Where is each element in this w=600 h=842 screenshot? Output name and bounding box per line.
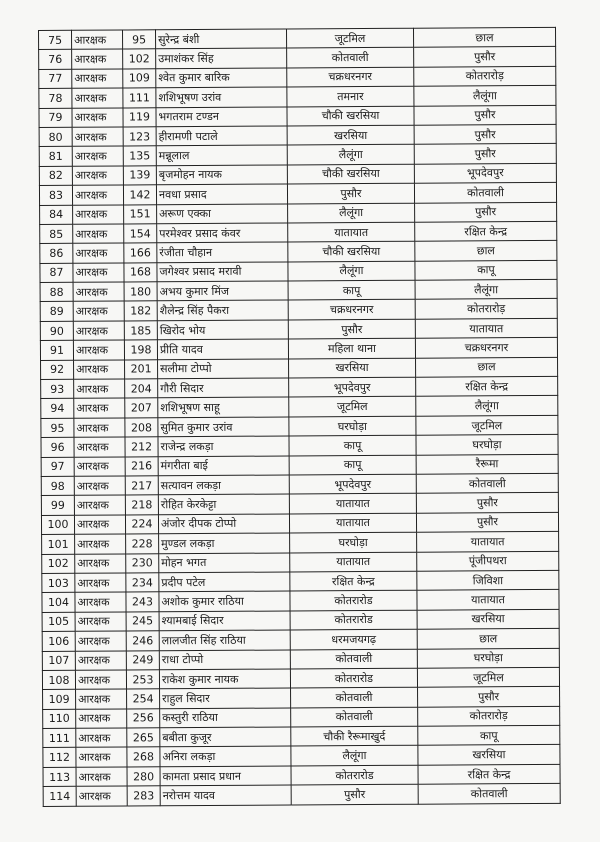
current-posting-cell: कोतरारोड <box>290 591 417 611</box>
name-cell: बबीता कुजूर <box>160 727 291 747</box>
rank-cell: आरक्षक <box>74 360 125 380</box>
current-posting-cell: रक्षित केन्द्र <box>290 571 417 591</box>
current-posting-cell: भूपदेवपुर <box>289 377 416 397</box>
rank-cell: आरक्षक <box>73 243 124 263</box>
rank-cell: आरक्षक <box>72 69 123 89</box>
name-cell: लालजीत सिंह राठिया <box>159 630 290 650</box>
serial-number-cell: 81 <box>39 147 72 167</box>
current-posting-cell: यातायात <box>288 222 415 242</box>
badge-number-cell: 265 <box>127 728 160 748</box>
new-posting-cell: छाल <box>417 628 559 648</box>
rank-cell: आरक्षक <box>72 30 123 50</box>
new-posting-cell: छाल <box>416 357 558 377</box>
badge-number-cell: 198 <box>124 340 157 360</box>
serial-number-cell: 93 <box>41 379 74 399</box>
badge-number-cell: 166 <box>124 243 157 263</box>
serial-number-cell: 110 <box>43 709 76 729</box>
serial-number-cell: 107 <box>42 651 75 671</box>
name-cell: सुमित कुमार उरांव <box>158 417 289 437</box>
name-cell: श्यामबाई सिदार <box>159 611 290 631</box>
current-posting-cell: घरघोड़ा <box>290 532 417 552</box>
badge-number-cell: 201 <box>125 359 158 379</box>
badge-number-cell: 208 <box>125 418 158 438</box>
name-cell: उमाशंकर सिंह <box>156 48 287 68</box>
serial-number-cell: 103 <box>42 573 75 593</box>
serial-number-cell: 82 <box>39 166 72 186</box>
badge-number-cell: 123 <box>123 127 156 147</box>
serial-number-cell: 114 <box>43 787 76 807</box>
new-posting-cell: पुसौर <box>416 512 558 532</box>
serial-number-cell: 104 <box>42 593 75 613</box>
badge-number-cell: 216 <box>125 456 158 476</box>
serial-number-cell: 111 <box>43 728 76 748</box>
badge-number-cell: 119 <box>123 107 156 127</box>
serial-number-cell: 99 <box>41 496 74 516</box>
current-posting-cell: कोतवाली <box>287 48 414 68</box>
new-posting-cell: चक्रधरनगर <box>415 338 557 358</box>
current-posting-cell: कापू <box>289 435 416 455</box>
current-posting-cell: खरसिया <box>289 358 416 378</box>
current-posting-cell: घरघोड़ा <box>289 416 416 436</box>
name-cell: राहुल सिदार <box>160 688 291 708</box>
name-cell: रंजीता चौहान <box>157 242 288 262</box>
current-posting-cell: कोतरारोड <box>290 668 417 688</box>
name-cell: भगतराम टण्डन <box>156 107 287 127</box>
current-posting-cell: चौकी खरसिया <box>288 241 415 261</box>
new-posting-cell: भूपदेवपुर <box>414 163 556 183</box>
badge-number-cell: 234 <box>126 573 159 593</box>
rank-cell: आरक्षक <box>73 321 124 341</box>
serial-number-cell: 90 <box>40 321 73 341</box>
new-posting-cell: लैलूंगा <box>415 279 557 299</box>
new-posting-cell: घरघोड़ा <box>417 648 559 668</box>
serial-number-cell: 89 <box>40 302 73 322</box>
transfer-list-table <box>38 27 561 807</box>
rank-cell: आरक्षक <box>74 379 125 399</box>
current-posting-cell: लैलूंगा <box>288 203 415 223</box>
name-cell: सुरेन्द्र बंशी <box>156 29 287 49</box>
rank-cell: आरक्षक <box>74 437 125 457</box>
rank-cell: आरक्षक <box>73 340 124 360</box>
rank-cell: आरक्षक <box>75 573 126 593</box>
serial-number-cell: 94 <box>41 399 74 419</box>
current-posting-cell: खरसिया <box>287 125 414 145</box>
current-posting-cell: यातायात <box>289 494 416 514</box>
name-cell: खिरोद भोय <box>157 320 288 340</box>
badge-number-cell: 283 <box>127 786 160 806</box>
name-cell: बृजमोहन नायक <box>156 165 287 185</box>
serial-number-cell: 85 <box>40 224 73 244</box>
serial-number-cell: 97 <box>41 457 74 477</box>
new-posting-cell: रक्षित केन्द्र <box>416 376 558 396</box>
rank-cell: आरक्षक <box>74 495 125 515</box>
serial-number-cell: 92 <box>41 360 74 380</box>
current-posting-cell: लैलूंगा <box>291 746 418 766</box>
current-posting-cell: पुसौर <box>288 319 415 339</box>
current-posting-cell: पुसौर <box>287 183 414 203</box>
serial-number-cell: 96 <box>41 437 74 457</box>
new-posting-cell: पुसौर <box>416 493 558 513</box>
name-cell: शशिभूषण साहू <box>158 397 289 417</box>
new-posting-cell: पुसौर <box>418 687 560 707</box>
name-cell: मोहन भगत <box>159 553 290 573</box>
rank-cell: आरक्षक <box>72 49 123 69</box>
name-cell: रोहित केरकेट्टा <box>158 494 289 514</box>
current-posting-cell: तमनार <box>287 86 414 106</box>
name-cell: राजेन्द्र लकड़ा <box>158 436 289 456</box>
new-posting-cell: यातायात <box>417 531 559 551</box>
badge-number-cell: 139 <box>123 166 156 186</box>
name-cell: अनिरा लकड़ा <box>160 746 291 766</box>
badge-number-cell: 151 <box>124 204 157 224</box>
name-cell: नवधा प्रसाद <box>156 184 287 204</box>
serial-number-cell: 102 <box>42 554 75 574</box>
badge-number-cell: 182 <box>124 301 157 321</box>
new-posting-cell: खरसिया <box>418 745 560 765</box>
serial-number-cell: 77 <box>39 69 72 89</box>
current-posting-cell: महिला थाना <box>288 338 415 358</box>
serial-number-cell: 80 <box>39 127 72 147</box>
name-cell: अरूण एक्का <box>157 203 288 223</box>
serial-number-cell: 100 <box>41 515 74 535</box>
serial-number-cell: 101 <box>42 534 75 554</box>
rank-cell: आरक्षक <box>74 515 125 535</box>
rank-cell: आरक्षक <box>72 108 123 128</box>
badge-number-cell: 95 <box>123 30 156 50</box>
new-posting-cell: कोतवाली <box>416 473 558 493</box>
new-posting-cell: पुसौर <box>414 47 556 67</box>
serial-number-cell: 95 <box>41 418 74 438</box>
current-posting-cell: भूपदेवपुर <box>289 474 416 494</box>
serial-number-cell: 87 <box>40 263 73 283</box>
badge-number-cell: 268 <box>127 747 160 767</box>
current-posting-cell: लैलूंगा <box>288 261 415 281</box>
rank-cell: आरक्षक <box>75 670 126 690</box>
current-posting-cell: पुसौर <box>291 784 418 804</box>
badge-number-cell: 230 <box>126 553 159 573</box>
name-cell: मुण्डल लकड़ा <box>159 533 290 553</box>
badge-number-cell: 185 <box>124 321 157 341</box>
name-cell: सलीमा टोप्पो <box>158 359 289 379</box>
serial-number-cell: 105 <box>42 612 75 632</box>
new-posting-cell: लैलूंगा <box>416 396 558 416</box>
current-posting-cell: चक्रधरनगर <box>288 300 415 320</box>
current-posting-cell: यातायात <box>290 552 417 572</box>
badge-number-cell: 218 <box>125 495 158 515</box>
new-posting-cell: कापू <box>418 725 560 745</box>
new-posting-cell: रक्षित केन्द्र <box>418 764 560 784</box>
name-cell: मन्नूलाल <box>156 145 287 165</box>
badge-number-cell: 168 <box>124 262 157 282</box>
rank-cell: आरक्षक <box>76 767 127 787</box>
badge-number-cell: 111 <box>123 88 156 108</box>
new-posting-cell: कोतवाली <box>414 182 556 202</box>
current-posting-cell: कापू <box>288 280 415 300</box>
rank-cell: आरक्षक <box>72 146 123 166</box>
badge-number-cell: 135 <box>123 146 156 166</box>
rank-cell: आरक्षक <box>76 728 127 748</box>
new-posting-cell: यातायात <box>417 590 559 610</box>
rank-cell: आरक्षक <box>73 301 124 321</box>
new-posting-cell: पुसौर <box>414 144 556 164</box>
table-row <box>43 784 560 807</box>
serial-number-cell: 83 <box>39 185 72 205</box>
badge-number-cell: 256 <box>127 708 160 728</box>
serial-number-cell: 79 <box>39 108 72 128</box>
current-posting-cell: चौकी रैरूमाखुर्द <box>291 726 418 746</box>
current-posting-cell: कोतरारोड <box>290 610 417 630</box>
rank-cell: आरक्षक <box>73 224 124 244</box>
new-posting-cell: कोतवाली <box>418 784 560 804</box>
name-cell: प्रदीप पटेल <box>159 572 290 592</box>
badge-number-cell: 243 <box>126 592 159 612</box>
name-cell: कस्तुरी राठिया <box>160 708 291 728</box>
rank-cell: आरक्षक <box>72 88 123 108</box>
rank-cell: आरक्षक <box>74 398 125 418</box>
rank-cell: आरक्षक <box>74 476 125 496</box>
new-posting-cell: कापू <box>415 260 557 280</box>
rank-cell: आरक्षक <box>76 689 127 709</box>
current-posting-cell: जूटमिल <box>289 397 416 417</box>
rank-cell: आरक्षक <box>75 554 126 574</box>
new-posting-cell: कोतरारोड़ <box>414 66 556 86</box>
new-posting-cell: लैलूंगा <box>414 86 556 106</box>
rank-cell: आरक्षक <box>76 786 127 806</box>
name-cell: नरोत्तम यादव <box>160 785 291 805</box>
current-posting-cell: लैलूंगा <box>287 145 414 165</box>
new-posting-cell: पूंजीपथरा <box>417 551 559 571</box>
serial-number-cell: 106 <box>42 631 75 651</box>
new-posting-cell: जूटमिल <box>416 415 558 435</box>
badge-number-cell: 254 <box>127 689 160 709</box>
new-posting-cell: खरसिया <box>417 609 559 629</box>
name-cell: परमेश्वर प्रसाद कंवर <box>157 223 288 243</box>
current-posting-cell: चक्रधरनगर <box>287 67 414 87</box>
name-cell: जगेश्वर प्रसाद मरावी <box>157 262 288 282</box>
rank-cell: आरक्षक <box>73 282 124 302</box>
name-cell: सत्यावन लकड़ा <box>158 475 289 495</box>
badge-number-cell: 228 <box>126 534 159 554</box>
new-posting-cell: छाल <box>413 27 555 47</box>
serial-number-cell: 84 <box>40 205 73 225</box>
badge-number-cell: 245 <box>126 611 159 631</box>
current-posting-cell: कापू <box>289 455 416 475</box>
current-posting-cell: यातायात <box>289 513 416 533</box>
rank-cell: आरक्षक <box>72 185 123 205</box>
badge-number-cell: 102 <box>123 49 156 69</box>
rank-cell: आरक्षक <box>75 631 126 651</box>
new-posting-cell: छाल <box>415 241 557 261</box>
badge-number-cell: 109 <box>123 69 156 89</box>
name-cell: अभय कुमार मिंज <box>157 281 288 301</box>
badge-number-cell: 180 <box>124 282 157 302</box>
rank-cell: आरक्षक <box>73 204 124 224</box>
name-cell: राकेश कुमार नायक <box>159 669 290 689</box>
current-posting-cell: कोतवाली <box>291 707 418 727</box>
rank-cell: आरक्षक <box>72 127 123 147</box>
new-posting-cell: पुसौर <box>414 105 556 125</box>
rank-cell: आरक्षक <box>75 534 126 554</box>
serial-number-cell: 88 <box>40 282 73 302</box>
name-cell: हीरामणी पटाले <box>156 126 287 146</box>
current-posting-cell: चौकी खरसिया <box>287 164 414 184</box>
current-posting-cell: जूटमिल <box>286 28 413 48</box>
badge-number-cell: 154 <box>124 224 157 244</box>
new-posting-cell: रैरूमा <box>416 454 558 474</box>
serial-number-cell: 78 <box>39 88 72 108</box>
serial-number-cell: 109 <box>43 690 76 710</box>
new-posting-cell: घरघोड़ा <box>416 435 558 455</box>
badge-number-cell: 246 <box>126 631 159 651</box>
rank-cell: आरक्षक <box>74 457 125 477</box>
rank-cell: आरक्षक <box>73 263 124 283</box>
new-posting-cell: कोतरारोड़ <box>418 706 560 726</box>
new-posting-cell: जिविशा <box>417 570 559 590</box>
badge-number-cell: 249 <box>126 650 159 670</box>
rank-cell: आरक्षक <box>75 650 126 670</box>
badge-number-cell: 253 <box>126 670 159 690</box>
new-posting-cell: रक्षित केन्द्र <box>415 221 557 241</box>
rank-cell: आरक्षक <box>76 747 127 767</box>
serial-number-cell: 91 <box>40 341 73 361</box>
name-cell: कामता प्रसाद प्रधान <box>160 766 291 786</box>
rank-cell: आरक्षक <box>75 592 126 612</box>
rank-cell: आरक्षक <box>72 166 123 186</box>
badge-number-cell: 207 <box>125 398 158 418</box>
new-posting-cell: पुसौर <box>415 202 557 222</box>
serial-number-cell: 86 <box>40 244 73 264</box>
name-cell: अशोक कुमार राठिया <box>159 591 290 611</box>
serial-number-cell: 75 <box>39 30 72 50</box>
serial-number-cell: 98 <box>41 476 74 496</box>
name-cell: अंजोर दीपक टोप्पो <box>158 514 289 534</box>
badge-number-cell: 217 <box>125 476 158 496</box>
serial-number-cell: 112 <box>43 748 76 768</box>
name-cell: शैलेन्द्र सिंह पैकरा <box>157 300 288 320</box>
serial-number-cell: 113 <box>43 767 76 787</box>
current-posting-cell: चौकी खरसिया <box>287 106 414 126</box>
rank-cell: आरक्षक <box>75 612 126 632</box>
new-posting-cell: यातायात <box>415 318 557 338</box>
new-posting-cell: पुसौर <box>414 124 556 144</box>
current-posting-cell: कोतवाली <box>290 649 417 669</box>
name-cell: प्रीति यादव <box>157 339 288 359</box>
badge-number-cell: 212 <box>125 437 158 457</box>
new-posting-cell: जूटमिल <box>417 667 559 687</box>
badge-number-cell: 224 <box>125 515 158 535</box>
current-posting-cell: कोतवाली <box>291 687 418 707</box>
badge-number-cell: 142 <box>123 185 156 205</box>
name-cell: गौरी सिदार <box>158 378 289 398</box>
name-cell: राधा टोप्पो <box>159 649 290 669</box>
name-cell: शशिभूषण उरांव <box>156 87 287 107</box>
name-cell: मंगरीता बाई <box>158 456 289 476</box>
serial-number-cell: 108 <box>42 670 75 690</box>
rank-cell: आरक्षक <box>74 418 125 438</box>
rank-cell: आरक्षक <box>76 709 127 729</box>
serial-number-cell: 76 <box>39 50 72 70</box>
name-cell: श्वेत कुमार बारिक <box>156 68 287 88</box>
current-posting-cell: धरमजयगढ़ <box>290 629 417 649</box>
new-posting-cell: कोतरारोड़ <box>415 299 557 319</box>
badge-number-cell: 204 <box>125 379 158 399</box>
badge-number-cell: 280 <box>127 767 160 787</box>
current-posting-cell: कोतरारोड <box>291 765 418 785</box>
